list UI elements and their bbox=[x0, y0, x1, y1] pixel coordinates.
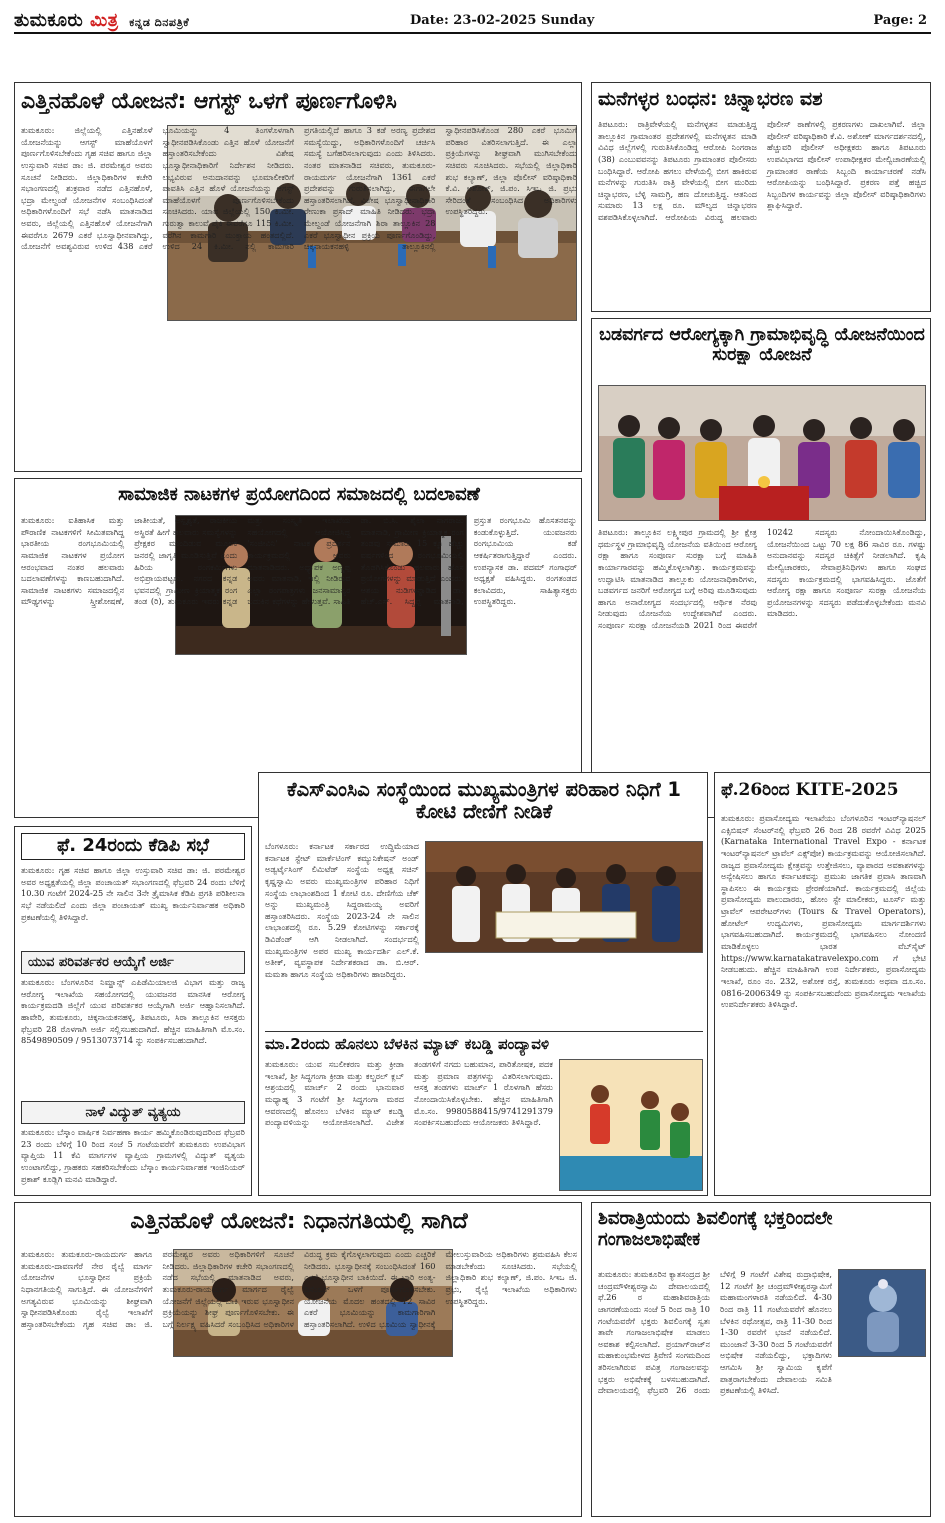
article-kdp-meeting bbox=[14, 826, 252, 1196]
sub-headline-power-cut: ನಾಳೆ ವಿದ್ಯುತ್ ವ್ಯತ್ಯಯ bbox=[21, 1101, 245, 1124]
newspaper-name bbox=[14, 10, 189, 31]
masthead bbox=[14, 8, 931, 34]
article-headline: ಎತ್ತಿನಹೊಳೆ ಯೋಜನೆ: ಆಗಸ್ಟ್ ಒಳಗೆ ಪೂರ್ಣಗೊಳಿಸಿ bbox=[21, 89, 397, 114]
article-social-drama bbox=[14, 478, 582, 818]
article-body-youth: ತುಮಕೂರು: ಬೆಂಗಳೂರಿನ ನಿಮ್ಹಾನ್ಸ್ ಎಪಿಡೆಮಿಯಾಲಜಿ ವಿಭಾಗ ಮತ್ತು ರಾಜ್ಯ ಆರೋಗ್ಯ ಇಲಾಖೆಯ ಸಹಯೋಗದಲ್ಲಿ ಯುವಜನರ ಮಾನಸಿಕ ಆರೋಗ್ಯ ಕಾರ್ಯಕ್ರಮದಡಿ ಜಿಲ್ಲೆಗೆ ಯುವ ಪರಿವರ್ತಕರ ಆಯ್ಕೆಗಾಗಿ ಅರ್ಜಿ ಆಹ್ವಾನಿಸಲಾಗಿದೆ. ಹಾವೇರಿ, ತುಮಕೂರು, ಚಿಕ್ಕನಾಯಕನಹಳ್ಳಿ, ತಿಪಟೂರು, ಸಿರಾ ತಾಲ್ಲೂಕಿನ ಆಸಕ್ತರು ಫೆಬ್ರವರಿ 28 ರೊಳಗಾಗಿ ಅರ್ಜಿ ಸಲ್ಲಿಸಬಹುದಾಗಿದೆ. ಹೆಚ್ಚಿನ ಮಾಹಿತಿಗಾಗಿ ಮೊ.ಸಂ. 8549890509 / 9513073714 ನ್ನು ಸಂಪರ್ಕಿಸಬಹುದಾಗಿದೆ. bbox=[21, 977, 245, 1046]
cheque-handover-photo bbox=[425, 841, 703, 953]
article-body: ತುಮಕೂರು: ಐತಿಹಾಸಿಕ ಮತ್ತು ಪೌರಾಣಿಕ ನಾಟಕಗಳಿಗೆ ಸೀಮಿತವಾಗಿದ್ದ ಭಾರತೀಯ ರಂಗಭೂಮಿಯಲ್ಲಿ ಸಾಮಾಜಿಕ ನಾಟಕಗಳ ಪ್ರಯೋಗ ಆರಂಭವಾದ ನಂತರ ಹಲವಾರು ಬದಲಾವಣೆಗಳನ್ನು ಕಾಣಬಹುದಾಗಿದೆ. ಸಾಮಾಜಿಕ ನಾಟಕಗಳು ಸಮಾಜದಲ್ಲಿನ ಮೌಢ್ಯಗಳನ್ನು ಸ್ತ್ರೀಶೋಷಣೆ, ಜಾತೀಯತೆ, ಅಸ್ಪೃಶ್ಯತೆ, ರಾಜಕೀಯ ಅಸ್ಥಿರತೆ ಹೀಗೆ ಹಲವಾರು ಸಮಸ್ಯೆಗಳನ್ನು ಪ್ರೇಕ್ಷಕರ ಮುಂದಿಡುವ ಮೂಲಕ ಜನರಲ್ಲಿ ಜಾಗೃತಿ ಮೂಡಿಸುತ್ತಿವೆ ಎಂದು ಹಿರಿಯ ರಂಗಕರ್ಮಿಗಳು ಅಭಿಪ್ರಾಯಪಟ್ಟರು. ನಗರದ ಕನ್ನಡ ಭವನದಲ್ಲಿ ಗ್ರಾಮೀಣ ಕ್ರಿಯಾತ್ಮಕ ರಂಗ ತಂಡ (ರಿ), ತುಮಕೂರು ಇವರು ಕನ್ನಡ ಮತ್ತು ಸಂಸ್ಕೃತಿ ಇಲಾಖೆಯ ಸಹಯೋಗದಲ್ಲಿ ಆಯೋಜಿಸಿದ್ದ 'ಸಂಜೀವಿನಿ' ನಾಟಕ ಪ್ರದರ್ಶನ ಕಾರ್ಯಕ್ರಮದಲ್ಲಿ ಅವರು ಮಾತನಾಡಿದರು. ಅಧ್ಯಾಪಕ ಅಣ್ಣಪ್ಪ ಅವರು ಮಾತನಾಡಿ, ಇಲ್ಲಿ ನೀಡಿರುವ ಎಲ್ಲಾ ರಂಗಪಾತ್ರಗಳು ಜನಸಾಮಾನ್ಯರ ಬದುಕಿನ ಕಥೆಗಳನ್ನು ಹೇಳುತ್ತವೆ. ಸಾಹಿತಿ ಡಾ. ಬಿ.ಸಿ. ಶೈಲಾ ನಾಗರಾಜು ಮಾತನಾಡಿ, ಗ್ರಾಮೀಣ ಕ್ರಿಯಾತ್ಮಕ ರಂಗ ತಂಡವು ಸುಮಾರು 15 ಕ್ಕೂ ಹೆಚ್ಚು ವರ್ಷಗಳಿಂದ ರಂಗಭೂಮಿಯಲ್ಲಿ ತೊಡಗಿಸಿಕೊಂಡು ಹಲವಾರು ಹೊಸ ಪ್ರಯೋಗಗಳನ್ನು ಮಾಡುತ್ತಿದೆ ಎಂದರು. ಆಶಯ ನುಡಿಗಳನ್ನಾಡಿದ ಡಾ. ಹೆಚ್.ಎಸ್. ಸಿದ್ದಪ್ಪ ಮಾತನಾಡಿ, ಪ್ರಸ್ತುತ ರಂಗಭೂಮಿ ಹೊಸತನವನ್ನು ಕಂಡುಕೊಳ್ಳುತ್ತಿದೆ. ಯುವಜನರು ರಂಗಭೂಮಿಯ ಕಡೆ ಆಕರ್ಷಿತರಾಗುತ್ತಿದ್ದಾರೆ ಎಂದರು. ಉಪನ್ಯಾಸಕ ಡಾ. ಪದಮ್ ಗಂಗಾಧರ್ ಅಧ್ಯಕ್ಷತೆ ವಹಿಸಿದ್ದರು. ರಂಗತಂಡದ ಕಲಾವಿದರು, ಸಾಹಿತ್ಯಾಸಕ್ತರು ಉಪಸ್ಥಿತರಿದ್ದರು. bbox=[21, 515, 577, 607]
kabaddi-body: ತುಮಕೂರು: ಯುವ ಸಬಲೀಕರಣ ಮತ್ತು ಕ್ರೀಡಾ ಇಲಾಖೆ, ಶ್ರೀ ಸಿದ್ಧಗಂಗಾ ಕ್ರೀಡಾ ಮತ್ತು ಕಲ್ಚರಲ್ ಕ್ಲಬ್ ಆಶ್ರಯದಲ್ಲಿ ಮಾರ್ಚ್ 2 ರಂದು ಭಾನುವಾರ ಮಧ್ಯಾಹ್ನ 3 ಗಂಟೆಗೆ ಶ್ರೀ ಸಿದ್ಧಗಂಗಾ ಮಠದ ಆವರಣದಲ್ಲಿ ಹೊನಲು ಬೆಳಕಿನ ಮ್ಯಾಟ್ ಕಬಡ್ಡಿ ಪಂದ್ಯಾವಳಿಯನ್ನು ಆಯೋಜಿಸಲಾಗಿದೆ. ವಿಜೇತ ತಂಡಗಳಿಗೆ ನಗದು ಬಹುಮಾನ, ಪಾರಿತೋಷಕ, ಪದಕ ಮತ್ತು ಪ್ರಮಾಣ ಪತ್ರಗಳನ್ನು ವಿತರಿಸಲಾಗುವುದು. ಆಸಕ್ತ ತಂಡಗಳು ಮಾರ್ಚ್ 1 ರೊಳಗಾಗಿ ಹೆಸರು ನೋಂದಾಯಿಸಿಕೊಳ್ಳಬೇಕು. ಹೆಚ್ಚಿನ ಮಾಹಿತಿಗಾಗಿ ಮೊ.ಸಂ. 9980588415/9741291379 ಸಂಪರ್ಕಿಸಬಹುದೆಂದು ಆಯೋಜಕರು ತಿಳಿಸಿದ್ದಾರೆ. bbox=[265, 1059, 553, 1128]
article-shivaratri bbox=[591, 1202, 931, 1517]
article-body: ತುಮಕೂರು: ಪ್ರವಾಸೋದ್ಯಮ ಇಲಾಖೆಯು ಬೆಂಗಳೂರಿನ ಇಂಟರ್‌ನ್ಯಾಷನಲ್ ಎಕ್ಸಿಬಿಷನ್ ಸೆಂಟರ್‌ನಲ್ಲಿ ಫೆಬ್ರವರಿ 26 ರಿಂದ 28 ರವರೆಗೆ ವಿವಿಧ 2025 (Karnataka International Travel Expo - ಕರ್ನಾಟಕ ಇಂಟರ್‌ನ್ಯಾಷನಲ್ ಟ್ರಾವೆಲ್ ಎಕ್ಸ್‌ಪೋ) ಕಾರ್ಯಕ್ರಮವನ್ನು ಆಯೋಜಿಸಲಾಗಿದೆ. ರಾಜ್ಯದ ಪ್ರವಾಸೋದ್ಯಮ ಕ್ಷೇತ್ರವನ್ನು ಉತ್ತೇಜಿಸಲು, ವ್ಯಾಪಾರದ ಅವಕಾಶಗಳನ್ನು ಅನ್ವೇಷಿಸಲು ಹಾಗೂ ಕರ್ನಾಟಕವನ್ನು ಪ್ರಮುಖ ಜಾಗತಿಕ ಪ್ರವಾಸಿ ತಾಣವಾಗಿ ಸ್ಥಾಪಿಸಲು ಈ ಕಾರ್ಯಕ್ರಮ ಪ್ರೇರಣೆಯಾಗಿದೆ. ಕಾರ್ಯಕ್ರಮದಲ್ಲಿ ಜಿಲ್ಲೆಯ ಪ್ರವಾಸೋದ್ಯಮ ಪಾಲುದಾರರು, ಹೋಂ ಸ್ಟೇ ಮಾಲೀಕರು, ಟೂರ್ಸ್ ಮತ್ತು ಟ್ರಾವೆಲ್ ಆಪರೇಟರ್‌ಗಳು (Tours & Travel Operators), ಹೋಟೆಲ್ ಉದ್ಯಮಿಗಳು, ಪ್ರವಾಸೋದ್ಯಮ ಮಾರ್ಗದರ್ಶಿಗಳು ಭಾಗವಹಿಸಬಹುದಾಗಿದೆ. ಕಾರ್ಯಕ್ರಮದಲ್ಲಿ ಭಾಗವಹಿಸಲು ನೋಂದಣಿ ಮಾಡಿಕೊಳ್ಳಲು ಭಾರತ ವೆಬ್‌ಸೈಟ್ https://www.karnatakatravelexpo.com ಗೆ ಭೇಟಿ ನೀಡಬಹುದು. ಹೆಚ್ಚಿನ ಮಾಹಿತಿಗಾಗಿ ಉಪ ನಿರ್ದೇಶಕರು, ಪ್ರವಾಸೋದ್ಯಮ ಇಲಾಖೆ, ರೂಂ ನಂ. 232, ಅಶೋಕ ರಸ್ತೆ, ತುಮಕೂರು ಅಥವಾ ದೂ.ಸಂ. 0816-2006349 ನ್ನು ಸಂಪರ್ಕಿಸಬಹುದೆಂದು ಪ್ರವಾಸೋದ್ಯಮ ಇಲಾಖೆಯ ಉಪನಿರ್ದೇಶಕರು ತಿಳಿಸಿದ್ದಾರೆ. bbox=[721, 813, 926, 1010]
article-body: ತುಮಕೂರು: ಗೃಹ ಸಚಿವ ಹಾಗೂ ಜಿಲ್ಲಾ ಉಸ್ತುವಾರಿ ಸಚಿವ ಡಾ: ಜಿ. ಪರಮೇಶ್ವರ ಅವರ ಅಧ್ಯಕ್ಷತೆಯಲ್ಲಿ ಜಿಲ್ಲಾ ಪಂಚಾಯತ್ ಸಭಾಂಗಣದಲ್ಲಿ ಫೆಬ್ರವರಿ 24 ರಂದು ಬೆಳಿಗ್ಗೆ 10.30 ಗಂಟೆಗೆ 2024-25 ನೇ ಸಾಲಿನ 3ನೇ ತ್ರೈಮಾಸಿಕ ಕೆಡಿಪಿ ಪ್ರಗತಿ ಪರಿಶೀಲನಾ ಸಭೆ ನಡೆಯಲಿದೆ ಎಂದು ಜಿಲ್ಲಾ ಪಂಚಾಯತ್ ಮುಖ್ಯ ಕಾರ್ಯನಿರ್ವಾಹಕ ಅಧಿಕಾರಿ ಪ್ರಕಟಣೆಯಲ್ಲಿ ತಿಳಿಸಿದ್ದಾರೆ. bbox=[21, 865, 245, 922]
newspaper-name-main: ತುಮಕೂರು bbox=[14, 10, 84, 31]
kabaddi-illustration bbox=[559, 1059, 703, 1191]
health-camp-photo bbox=[598, 385, 926, 521]
article-cm-relief-donation bbox=[258, 772, 708, 1196]
article-body: ತುಮಕೂರು: ತುಮಕೂರಿನ ಕ್ಯಾತಸಂದ್ರದ ಶ್ರೀ ಚಂದ್ರಮೌಳೀಶ್ವರಸ್ವಾಮಿ ದೇವಾಲಯದಲ್ಲಿ ಫೆ.26 ರ ಮಹಾಶಿವರಾತ್ರಿಯ ಜಾಗರಣೆಯಂದು ಸಂಜೆ 5 ರಿಂದ ರಾತ್ರಿ 10 ಗಂಟೆಯವರೆಗೆ ಭಕ್ತರು ಶಿವಲಿಂಗಕ್ಕೆ ಸ್ವತಃ ತಾವೇ ಗಂಗಾಜಲಾಭಿಷೇಕ ಮಾಡಲು ಅವಕಾಶ ಕಲ್ಪಿಸಲಾಗಿದೆ. ಪ್ರಯಾಗ್‌ರಾಜ್‌ನ ಮಹಾಕುಂಭಮೇಳದ ತ್ರಿವೇಣಿ ಸಂಗಮದಿಂದ ತರಿಸಲಾಗಿರುವ ಪವಿತ್ರ ಗಂಗಾಜಲವನ್ನು ಭಕ್ತರು ಅಭಿಷೇಕಕ್ಕೆ ಬಳಸಬಹುದಾಗಿದೆ. ದೇವಾಲಯದಲ್ಲಿ ಫೆಬ್ರವರಿ 26 ರಂದು ಬೆಳಿಗ್ಗೆ 9 ಗಂಟೆಗೆ ವಿಶೇಷ ರುದ್ರಾಭಿಷೇಕ, 12 ಗಂಟೆಗೆ ಶ್ರೀ ಚಂದ್ರಮೌಳೀಶ್ವರಸ್ವಾಮಿಗೆ ಮಹಾಮಂಗಳಾರತಿ ನಡೆಯಲಿದೆ. 4-30 ರಿಂದ ರಾತ್ರಿ 11 ಗಂಟೆಯವರೆಗೆ ಹೊನಲು ಬೆಳಕಿನ ರಥೋತ್ಸವ, ರಾತ್ರಿ 11-30 ರಿಂದ 1-30 ರವರೆಗೆ ಭಜನೆ ನಡೆಯಲಿದೆ. ಮುಂಜಾನೆ 3-30 ರಿಂದ 5 ಗಂಟೆಯವರೆಗೆ ಅಭಿಷೇಕ ನಡೆಯಲಿದ್ದು, ಭಕ್ತಾದಿಗಳು ಆಗಮಿಸಿ ಶ್ರೀ ಸ್ವಾಮಿಯ ಕೃಪೆಗೆ ಪಾತ್ರರಾಗಬೇಕೆಂದು ದೇವಾಲಯ ಸಮಿತಿ ಪ್ರಕಟಣೆಯಲ್ಲಿ ತಿಳಿಸಿದೆ. bbox=[598, 1269, 832, 1396]
article-headline: ಶಿವರಾತ್ರಿಯಂದು ಶಿವಲಿಂಗಕ್ಕೆ ಭಕ್ತರಿಂದಲೇ ಗಂಗಾಜಲಾಭಿಷೇಕ bbox=[598, 1208, 833, 1250]
article-headline: ಕೆಎಸ್‌ಎಂಸಿಎ ಸಂಸ್ಥೆಯಿಂದ ಮುಖ್ಯಮಂತ್ರಿಗಳ ಪರಿಹಾರ ನಿಧಿಗೆ 1 ಕೋಟಿ ದೇಣಿಗೆ ನೀಡಿಕೆ bbox=[287, 778, 681, 824]
article-body-power-cut: ತುಮಕೂರು: ಬೆಸ್ಕಾಂ ವಾರ್ಷಿಕ ನಿರ್ವಹಣಾ ಕಾರ್ಯ ಹಮ್ಮಿಕೊಂಡಿರುವುದರಿಂದ ಫೆಬ್ರವರಿ 23 ರಂದು ಬೆಳಿಗ್ಗೆ 10 ರಿಂದ ಸಂಜೆ 5 ಗಂಟೆಯವರೆಗೆ ತುಮಕೂರು ಉಪವಿಭಾಗ ವ್ಯಾಪ್ತಿಯ 11 ಕೆವಿ ಮಾರ್ಗಗಳ ವ್ಯಾಪ್ತಿಯ ಗ್ರಾಮಗಳಲ್ಲಿ ವಿದ್ಯುತ್ ವ್ಯತ್ಯಯ ಉಂಟಾಗಲಿದ್ದು, ಗ್ರಾಹಕರು ಸಹಕರಿಸಬೇಕೆಂದು ಬೆಸ್ಕಾಂ ಕಾರ್ಯನಿರ್ವಾಹಕ ಇಂಜಿನಿಯರ್ ಪ್ರಕಾಶ್ ಕೂಡ್ಲಿಗಿ ಮನವಿ ಮಾಡಿದ್ದಾರೆ. bbox=[21, 1127, 245, 1184]
article-ettinahole bbox=[14, 82, 582, 472]
article-headline: ಸಾಮಾಜಿಕ ನಾಟಕಗಳ ಪ್ರಯೋಗದಿಂದ ಸಮಾಜದಲ್ಲಿ ಬದಲಾವಣೆ bbox=[118, 484, 480, 505]
article-headline: ಎತ್ತಿನಹೊಳೆ ಯೋಜನೆ: ನಿಧಾನಗತಿಯಲ್ಲಿ ಸಾಗಿದೆ bbox=[130, 1209, 468, 1234]
article-headline: ಮನೆಗಳ್ಳರ ಬಂಧನ: ಚಿನ್ನಾಭರಣ ವಶ bbox=[598, 88, 823, 110]
page-number: Page: 2 bbox=[873, 13, 927, 28]
kabaddi-headline: ಮಾ.2ರಂದು ಹೊನಲು ಬೆಳಕಿನ ಮ್ಯಾಟ್ ಕಬಡ್ಡಿ ಪಂದ್ಯಾವಳಿ bbox=[265, 1031, 703, 1053]
article-kite-expo bbox=[714, 772, 931, 1196]
sub-headline-youth: ಯುವ ಪರಿವರ್ತಕರ ಆಯ್ಕೆಗೆ ಅರ್ಜಿ bbox=[21, 951, 245, 974]
newspaper-tagline: ಕನ್ನಡ ದಿನಪತ್ರಿಕೆ bbox=[129, 16, 190, 29]
article-body: ತಿಪಟೂರು: ರಾತ್ರಿವೇಳೆಯಲ್ಲಿ ಮನೆಗಳ್ಳತನ ಮಾಡುತ್ತಿದ್ದ ತಾಲ್ಲೂಕಿನ ಗ್ರಾಮಾಂತರ ಪ್ರದೇಶಗಳಲ್ಲಿ ಮನೆಗಳ್ಳತನ ಮಾಡಿ ವಿವಿಧ ಜಿಲ್ಲೆಗಳಲ್ಲಿ ಗುರುತಿಸಿಕೊಂಡಿದ್ದ ಆರೋಪಿ ನಿಂಗರಾಜ (38) ಎಂಬುವವನನ್ನು ತಿಪಟೂರು ಗ್ರಾಮಾಂತರ ಪೊಲೀಸರು ಬಂಧಿಸಿದ್ದಾರೆ. ಆರೋಪಿ ಹಗಲು ವೇಳೆಯಲ್ಲಿ ಬೀಗ ಹಾಕಿರುವ ಮನೆಗಳನ್ನು ಗುರುತಿಸಿ ರಾತ್ರಿ ವೇಳೆಯಲ್ಲಿ ಬೀಗ ಮುರಿದು ಚಿನ್ನಾಭರಣ, ಬೆಳ್ಳಿ ಸಾಮಗ್ರಿ, ಹಣ ದೋಚುತ್ತಿದ್ದ. ಆತನಿಂದ ಸುಮಾರು 13 ಲಕ್ಷ ರೂ. ಮೌಲ್ಯದ ಚಿನ್ನಾಭರಣ ವಶಪಡಿಸಿಕೊಳ್ಳಲಾಗಿದೆ. ಆರೋಪಿಯ ವಿರುದ್ಧ ಹಲವಾರು ಪೊಲೀಸ್ ಠಾಣೆಗಳಲ್ಲಿ ಪ್ರಕರಣಗಳು ದಾಖಲಾಗಿವೆ. ಜಿಲ್ಲಾ ಪೊಲೀಸ್ ವರಿಷ್ಠಾಧಿಕಾರಿ ಕೆ.ವಿ. ಅಶೋಕ್ ಮಾರ್ಗದರ್ಶನದಲ್ಲಿ, ಹೆಚ್ಚುವರಿ ಪೊಲೀಸ್ ಅಧೀಕ್ಷಕರು ಹಾಗೂ ತಿಪಟೂರು ಉಪವಿಭಾಗದ ಪೊಲೀಸ್ ಉಪಾಧೀಕ್ಷಕರ ಮೇಲ್ವಿಚಾರಣೆಯಲ್ಲಿ ಗ್ರಾಮಾಂತರ ಠಾಣೆಯ ಸಿಬ್ಬಂದಿ ಕಾರ್ಯಾಚರಣೆ ನಡೆಸಿ ಆರೋಪಿಯನ್ನು ಬಂಧಿಸಿದ್ದಾರೆ. ಪ್ರಕರಣ ಪತ್ತೆ ಹಚ್ಚಿದ ಸಿಬ್ಬಂದಿಗಳ ಕಾರ್ಯವನ್ನು ಜಿಲ್ಲಾ ಪೊಲೀಸ್ ವರಿಷ್ಠಾಧಿಕಾರಿಗಳು ಶ್ಲಾಘಿಸಿದ್ದಾರೆ. bbox=[598, 119, 926, 223]
article-health-scheme bbox=[591, 318, 931, 818]
issue-date: Date: 23-02-2025 Sunday bbox=[410, 13, 595, 28]
article-body: ತುಮಕೂರು: ಜಿಲ್ಲೆಯಲ್ಲಿ ಎತ್ತಿನಹೊಳೆ ಯೋಜನೆಯನ್ನು ಆಗಸ್ಟ್ ಮಾಹೆಯೊಳಗೆ ಪೂರ್ಣಗೊಳಿಸಬೇಕೆಂದು ಗೃಹ ಸಚಿವ ಹಾಗೂ ಜಿಲ್ಲಾ ಉಸ್ತುವಾರಿ ಸಚಿವ ಡಾ: ಜಿ. ಪರಮೇಶ್ವರ ಅವರು ಸೂಚನೆ ನೀಡಿದರು. ಜಿಲ್ಲಾಧಿಕಾರಿಗಳ ಕಚೇರಿ ಸಭಾಂಗಣದಲ್ಲಿ ಶುಕ್ರವಾರ ನಡೆದ ಎತ್ತಿನಹೊಳೆ, ಭದ್ರಾ ಮೇಲ್ದಂಡೆ ಯೋಜನೆಗಳ ಸಂಬಂಧಿಸಿದಂತೆ ಅಧಿಕಾರಿಗಳೊಂದಿಗೆ ಸಭೆ ನಡೆಸಿ ಮಾತನಾಡಿದ ಅವರು, ಜಿಲ್ಲೆಯಲ್ಲಿ ಎತ್ತಿನಹೊಳೆ ಯೋಜನೆಗಾಗಿ ಈವರೆಗೂ 2679 ಎಕರೆ ಭೂಸ್ವಾಧೀನವಾಗಿದ್ದು, ಯೋಜನೆಗೆ ಅವಶ್ಯವಿರುವ ಉಳಿದ 438 ಎಕರೆ ಭೂಮಿಯನ್ನು 4 ತಿಂಗಳೊಳಗಾಗಿ ಸ್ವಾಧೀನಪಡಿಸಿಕೊಂಡು ಎತ್ತಿನ ಹೊಳೆ ಯೋಜನೆಗೆ ಹಸ್ತಾಂತರಿಸಬೇಕೆಂದು ವಿಶೇಷ ಭೂಸ್ವಾಧೀನಾಧಿಕಾರಿಗೆ ನಿರ್ದೇಶನ ನೀಡಿದರು. ಲಭ್ಯವಿರುವ ಅನುದಾನವನ್ನು ಭೂಮಾಲೀಕರಿಗೆ ಪಾವತಿಸಿ ಎತ್ತಿನ ಹೊಳೆ ಯೋಜನೆಯನ್ನು ಆಗಸ್ಟ್ ಮಾಹೆಯೊಳಗೆ ಪೂರ್ಣಗೊಳಿಸಬೇಕೆಂದು ಸೂಚಿಸಿದರು. ಯಾವ ಜಿಲ್ಲೆಯಲ್ಲಿ 150 ಕಿ.ಮೀ. ಗುರುತ್ವಾ ಕಾಲುವೆ ಪೈಕಿ ಈವರೆಗೂ 115 ಕಿ.ಮೀ. ವರೆಗಿನ ಕಾಮಗಾರಿ ಮುಕ್ತಾಯ ಹಂತದಲ್ಲಿದೆ. ಉಳಿದ 24 ಕಿ.ಮೀ. ನಲ್ಲಿ ಕಾಮಗಾರಿ ಪ್ರಗತಿಯಲ್ಲಿದೆ ಹಾಗೂ 3 ಕಡೆ ಅರಣ್ಯ ಪ್ರದೇಶದ ಸಮಸ್ಯೆಯಿದ್ದು, ಅಧಿಕಾರಿಗಳೊಂದಿಗೆ ಚರ್ಚಿಸಿ ಸಮಸ್ಯೆ ಬಗೆಹರಿಸಲಾಗುವುದು ಎಂದು ತಿಳಿಸಿದರು. ನಂತರ ಮಾತನಾಡಿದ ಸಚಿವರು, ತುಮಕೂರು-ರಾಯದುರ್ಗ ಯೋಜನೆಗಾಗಿ 1361 ಎಕರೆ ಪ್ರದೇಶವನ್ನು ಗುರುತಿಸಲಾಗಿದ್ದು, ಈಗಾಗಲೇ ಹಸ್ತಾಂತರಿಸಲಾಗಿದೆ. ವಿಶೇಷ ಭೂಸ್ವಾಧೀನಾಧಿಕಾರಿ ರೇಣುಕಾ ಪ್ರಸಾದ್ ಮಾಹಿತಿ ನೀಡಿದರು. ಭದ್ರಾ ಮೇಲ್ದಂಡೆ ಯೋಜನೆಗಾಗಿ ಶಿರಾ ತಾಲ್ಲೂಕಿನ 28 ಎಕರೆ ಭೂಸ್ವಾಧೀನ ಪ್ರಕ್ರಿಯೆ ಪೂರ್ಣಗೊಂಡಿದ್ದು, ಚಿಕ್ಕನಾಯಕನಹಳ್ಳಿ ತಾಲ್ಲೂಕಿನಲ್ಲಿ ಸ್ವಾಧೀನಪಡಿಸಿಕೊಂಡ 280 ಎಕರೆ ಭೂಮಿಗೆ ಪರಿಹಾರ ವಿತರಿಸಲಾಗುತ್ತಿದೆ. ಈ ಎಲ್ಲಾ ಪ್ರಕ್ರಿಯೆಗಳನ್ನು ಶೀಘ್ರವಾಗಿ ಮುಗಿಸಬೇಕೆಂದು ಸಚಿವರು ಸೂಚಿಸಿದರು. ಸಭೆಯಲ್ಲಿ ಜಿಲ್ಲಾಧಿಕಾರಿ ಶುಭ ಕಲ್ಯಾಣ್, ಜಿಲ್ಲಾ ಪೊಲೀಸ್ ವರಿಷ್ಠಾಧಿಕಾರಿ ಕೆ.ವಿ. ಅಶೋಕ್, ಜಿ.ಪಂ. ಸಿಇಒ ಜಿ. ಪ್ರಭು ಸೇರಿದಂತೆ ಸಂಬಂಧಿಸಿದ ಅಧಿಕಾರಿಗಳು ಉಪಸ್ಥಿತರಿದ್ದರು. bbox=[21, 125, 577, 252]
shiva-image bbox=[838, 1269, 926, 1357]
article-theft-arrest bbox=[591, 82, 931, 312]
article-ettinahole-slow bbox=[14, 1202, 582, 1517]
newspaper-name-accent: ಮಿತ್ರ bbox=[90, 10, 119, 31]
article-headline: ಬಡವರ್ಗದ ಆರೋಗ್ಯಕ್ಕಾಗಿ ಗ್ರಾಮಾಭಿವೃದ್ಧಿ ಯೋಜನೆಯಿಂದ ಸುರಕ್ಷಾ ಯೋಜನೆ bbox=[599, 325, 925, 366]
article-body: ಬೆಂಗಳೂರು: ಕರ್ನಾಟಕ ಸರ್ಕಾರದ ಉದ್ದಿಮೆಯಾದ ಕರ್ನಾಟಕ ಸ್ಟೇಟ್ ಮಾರ್ಕೆಟಿಂಗ್ ಕಮ್ಯುನಿಕೇಷನ್ ಅಂಡ್ ಅಡ್ವರ್ಟೈಸಿಂಗ್ ಲಿಮಿಟೆಡ್ ಸಂಸ್ಥೆಯ ಅಧ್ಯಕ್ಷ ಸಚಿನ್ ಕೃಷ್ಣಸ್ವಾಮಿ ಅವರು ಮುಖ್ಯಮಂತ್ರಿಗಳ ಪರಿಹಾರ ನಿಧಿಗೆ ಸಂಸ್ಥೆಯ ಲಾಭಾಂಶದಿಂದ 1 ಕೋಟಿ ರೂ. ದೇಣಿಗೆಯ ಚೆಕ್ ಅನ್ನು ಮುಖ್ಯಮಂತ್ರಿ ಸಿದ್ದರಾಮಯ್ಯ ಅವರಿಗೆ ಹಸ್ತಾಂತರಿಸಿದರು. ಸಂಸ್ಥೆಯ 2023-24 ನೇ ಸಾಲಿನ ಲಾಭಾಂಶದಲ್ಲಿ ರೂ. 5.29 ಕೋಟಿಗಳನ್ನು ಸರ್ಕಾರಕ್ಕೆ ಡಿವಿಡೆಂಡ್ ಆಗಿ ನೀಡಲಾಗಿದೆ. ಸಂದರ್ಭದಲ್ಲಿ ಮುಖ್ಯಮಂತ್ರಿಗಳ ಅಪರ ಮುಖ್ಯ ಕಾರ್ಯದರ್ಶಿ ಎಲ್.ಕೆ. ಅತೀಕ್, ವ್ಯವಸ್ಥಾಪಕ ನಿರ್ದೇಶಕರಾದ ಡಾ. ಬಿ.ಆರ್. ಮಮತಾ ಹಾಗೂ ಸಂಸ್ಥೆಯ ಅಧಿಕಾರಿಗಳು ಹಾಜರಿದ್ದರು. bbox=[265, 841, 419, 980]
article-headline: ಫೆ.26ರಿಂದ KITE-2025 bbox=[721, 780, 899, 800]
article-body: ತಿಪಟೂರು: ತಾಲ್ಲೂಕಿನ ಲಕ್ಷ್ಮೀಪುರ ಗ್ರಾಮದಲ್ಲಿ ಶ್ರೀ ಕ್ಷೇತ್ರ ಧರ್ಮಸ್ಥಳ ಗ್ರಾಮಾಭಿವೃದ್ಧಿ ಯೋಜನೆಯ ವತಿಯಿಂದ ಆರೋಗ್ಯ ರಕ್ಷಾ ಹಾಗೂ ಸಂಪೂರ್ಣ ಸುರಕ್ಷಾ ಬಗ್ಗೆ ಮಾಹಿತಿ ಕಾರ್ಯಾಗಾರವನ್ನು ಹಮ್ಮಿಕೊಳ್ಳಲಾಗಿತ್ತು. ಕಾರ್ಯಕ್ರಮವನ್ನು ಉದ್ಘಾಟಿಸಿ ಮಾತನಾಡಿದ ತಾಲ್ಲೂಕು ಯೋಜನಾಧಿಕಾರಿಗಳು, ಬಡವರ್ಗದ ಜನರಿಗೆ ಆರೋಗ್ಯದ ಬಗ್ಗೆ ಅರಿವು ಮೂಡಿಸುವುದು ಹಾಗೂ ಅನಾರೋಗ್ಯದ ಸಂದರ್ಭದಲ್ಲಿ ಆರ್ಥಿಕ ನೆರವು ನೀಡುವುದು ಯೋಜನೆಯ ಉದ್ದೇಶವಾಗಿದೆ ಎಂದರು. ಸಂಪೂರ್ಣ ಸುರಕ್ಷಾ ಯೋಜನೆಯಡಿ 2021 ರಿಂದ ಈವರೆಗೆ 10242 ಸದಸ್ಯರು ನೋಂದಾಯಿಸಿಕೊಂಡಿದ್ದು, ಯೋಜನೆಯಿಂದ ಒಟ್ಟು 70 ಲಕ್ಷ 86 ಸಾವಿರ ರೂ. ಗಳಷ್ಟು ಅನುದಾನವನ್ನು ಸದಸ್ಯರ ಚಿಕಿತ್ಸೆಗೆ ನೀಡಲಾಗಿದೆ. ಕೃಷಿ ಮೇಲ್ವಿಚಾರಕರು, ಸೇವಾಪ್ರತಿನಿಧಿಗಳು ಹಾಗೂ ಸಂಘದ ಸದಸ್ಯರು ಕಾರ್ಯಕ್ರಮದಲ್ಲಿ ಭಾಗವಹಿಸಿದ್ದರು. ಜೊತೆಗೆ ಆರೋಗ್ಯ ರಕ್ಷಾ ಹಾಗೂ ಸಂಪೂರ್ಣ ಸುರಕ್ಷಾ ಯೋಜನೆಯ ಪ್ರಯೋಜನಗಳನ್ನು ಸದಸ್ಯರು ಪಡೆದುಕೊಳ್ಳಬೇಕೆಂದು ಮನವಿ ಮಾಡಿದರು. bbox=[598, 527, 926, 631]
article-headline: ಫೆ. 24ರಂದು ಕೆಡಿಪಿ ಸಭೆ bbox=[21, 833, 245, 860]
article-body: ತುಮಕೂರು: ತುಮಕೂರು-ರಾಯದುರ್ಗ ಹಾಗೂ ತುಮಕೂರು-ದಾವಣಗೆರೆ ನೇರ ರೈಲ್ವೆ ಮಾರ್ಗ ಯೋಜನೆಗಳ ಭೂಸ್ವಾಧೀನ ಪ್ರಕ್ರಿಯೆ ನಿಧಾನಗತಿಯಲ್ಲಿ ಸಾಗುತ್ತಿದೆ. ಈ ಯೋಜನೆಗಳಿಗೆ ಅಗತ್ಯವಿರುವ ಭೂಮಿಯನ್ನು ಶೀಘ್ರವಾಗಿ ಸ್ವಾಧೀನಪಡಿಸಿಕೊಂಡು ರೈಲ್ವೆ ಇಲಾಖೆಗೆ ಹಸ್ತಾಂತರಿಸಬೇಕೆಂದು ಗೃಹ ಸಚಿವ ಡಾ: ಜಿ. ಪರಮೇಶ್ವರ ಅವರು ಅಧಿಕಾರಿಗಳಿಗೆ ಸೂಚನೆ ನೀಡಿದರು. ಜಿಲ್ಲಾಧಿಕಾರಿಗಳ ಕಚೇರಿ ಸಭಾಂಗಣದಲ್ಲಿ ನಡೆದ ಸಭೆಯಲ್ಲಿ ಮಾತನಾಡಿದ ಅವರು, ತುಮಕೂರು-ರಾಯದುರ್ಗ ಮಾರ್ಗದ ರೈಲ್ವೆ ಯೋಜನೆಗೆ ಜಿಲ್ಲೆಯಲ್ಲಿ ಬಾಕಿ ಇರುವ ಭೂಸ್ವಾಧೀನ ಪ್ರಕ್ರಿಯೆಯನ್ನು ಶೀಘ್ರ ಪೂರ್ಣಗೊಳಿಸಬೇಕು. ಈ ಬಗ್ಗೆ ನಿರ್ಲಕ್ಷ್ಯ ವಹಿಸಿದರೆ ಸಂಬಂಧಿಸಿದ ಅಧಿಕಾರಿಗಳ ವಿರುದ್ಧ ಕ್ರಮ ಕೈಗೊಳ್ಳಲಾಗುವುದು ಎಂದು ಎಚ್ಚರಿಕೆ ನೀಡಿದರು. ಭೂಸ್ವಾಧೀನಕ್ಕೆ ಸಂಬಂಧಿಸಿದಂತೆ 160 ಎಕರೆ ಭೂಸ್ವಾಧೀನ ಬಾಕಿಯಿದೆ. ಈ ಬಾರಿ ಅಂತ್ಯ-ದಿಸೆಂಬರ್ ಒಳಗೆ ಪೂರ್ಣಗೊಳಿಸಬೇಕು. ಯೋಜನೆಯ ಮೊದಲ ಹಂತದಲ್ಲಿ 12 ಸಾವಿರ ಎಕರೆ ಭೂಮಿಯನ್ನು ಕಾಮಗಾರಿಗಾಗಿ ಹಸ್ತಾಂತರಿಸಲಾಗಿದೆ. ಉಳಿದ ಭೂಮಿಯ ಸ್ವಾಧೀನಕ್ಕೆ ಮೇಲುಸ್ತುವಾರಿಯ ಅಧಿಕಾರಿಗಳು ಶ್ರಮವಹಿಸಿ ಕೆಲಸ ಮಾಡಬೇಕೆಂದು ಸೂಚಿಸಿದರು. ಸಭೆಯಲ್ಲಿ ಜಿಲ್ಲಾಧಿಕಾರಿ ಶುಭ ಕಲ್ಯಾಣ್, ಜಿ.ಪಂ. ಸಿಇಒ ಜಿ. ಪ್ರಭು, ರೈಲ್ವೆ ಇಲಾಖೆಯ ಅಧಿಕಾರಿಗಳು ಉಪಸ್ಥಿತರಿದ್ದರು. bbox=[21, 1249, 577, 1329]
